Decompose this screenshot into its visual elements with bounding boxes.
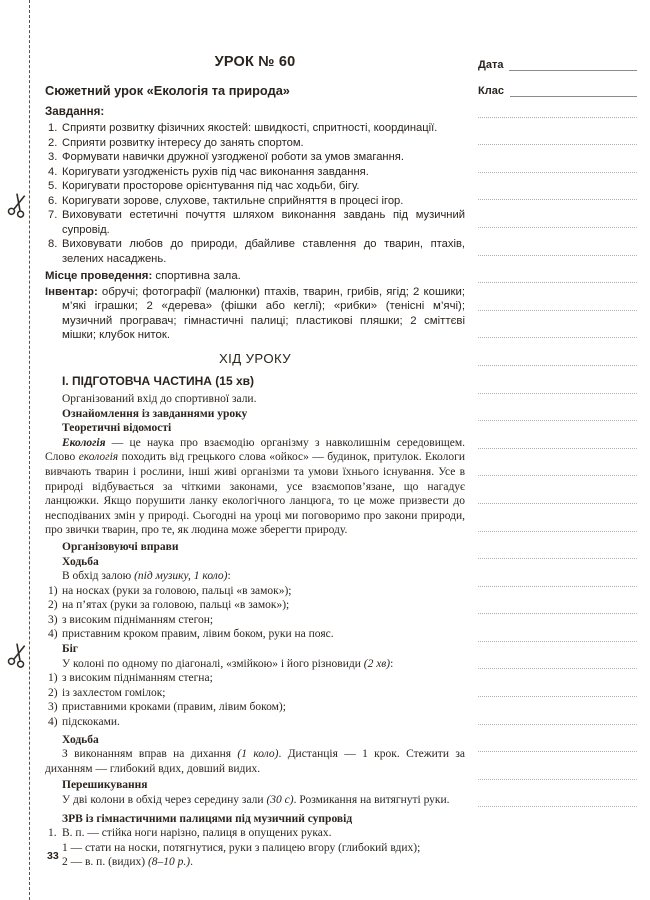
task-number: 3.	[48, 151, 58, 163]
task-item	[48, 150, 465, 165]
task-text: Коригувати зорове, слухове, тактильне сприйняття в процесі ігор.	[62, 194, 404, 207]
exercise-item: 4) приставним кроком правим, лівим боком, руки на пояс.	[48, 628, 334, 641]
notes-ruled-line	[478, 173, 637, 201]
notes-ruled-line	[478, 421, 637, 449]
task-number: 5.	[48, 180, 58, 192]
subheading-organizing-exercises: Організовуючі вправи	[62, 540, 179, 553]
task-number: 7.	[48, 209, 58, 221]
paragraph-theory: Теоретичні відомості	[62, 422, 172, 435]
task-item	[48, 121, 465, 136]
class-label: Клас	[478, 85, 504, 97]
task-item	[48, 179, 465, 194]
notes-ruled-line	[478, 697, 637, 725]
task-item	[48, 165, 465, 180]
notes-ruled-line	[478, 725, 637, 753]
subheading-walking-1: Ходьба	[62, 555, 99, 568]
notes-ruled-line	[478, 780, 637, 808]
exercise-item: 4) підскоками.	[48, 716, 120, 729]
task-number: 8.	[48, 238, 58, 250]
notes-ruled-line	[478, 394, 637, 422]
task-number: 2.	[48, 136, 58, 149]
subheading-running: Біг	[62, 643, 79, 656]
exercise-item: 3) з високим підніманням стегон;	[48, 613, 214, 626]
lesson-subtitle: Сюжетний урок «Екологія та природа»	[45, 83, 290, 98]
task-text: Виховувати любов до природи, дбайливе ставлення до тварин, птахів, зелених насаджень.	[62, 238, 465, 265]
notes-ruled-area	[478, 90, 637, 807]
notes-ruled-line	[478, 256, 637, 284]
zrv-sub-item: 2 — в. п. (видих) (8–10 р.).	[62, 856, 194, 869]
task-number: 4.	[48, 165, 58, 178]
task-text: Коригувати просторове орієнтування під час ходьби, бігу.	[62, 180, 360, 192]
task-text: Сприяти розвитку фізичних якостей: швидкості, спритності, координації.	[62, 122, 438, 134]
ecology-lead-word: Екологія	[62, 436, 106, 449]
venue-line	[45, 269, 465, 284]
notes-ruled-line	[478, 449, 637, 477]
notes-ruled-line	[478, 642, 637, 670]
task-item	[48, 194, 465, 209]
exercise-item: 2) із захлестом гомілок;	[48, 686, 166, 699]
task-text: Сприяти розвитку інтересу до занять спортом.	[62, 136, 304, 149]
equipment-line	[45, 285, 465, 343]
reforming-text: У дві колони в обхід через середину зали (30 с). Розмикання на витягнуті руки.	[62, 794, 450, 806]
task-item	[48, 237, 465, 266]
notes-ruled-line	[478, 228, 637, 256]
notes-ruled-line	[478, 476, 637, 504]
task-item	[48, 208, 465, 237]
lesson-title: УРОК № 60	[214, 54, 296, 70]
notes-ruled-line	[478, 145, 637, 173]
ecology-paragraph: Екологія — це наука про взаємодію організму з навколишнім середовищем. Слово екологія походить від грецького слова «ойкос» — будинок, притулок. Екологи вивчають тварин і рослини, інші живі організми та умови їхнього існування. Усе в природі відбувається за чіткими законами, усе взаємопов’язане, що нагадує ланцюжки. Якщо порушити ланку екологічного ланцюга, то це може призвести до несподіваних змін у природі. Сьогодні на уроці ми поговоримо про закони природи, про звички тварин, про те, як людина може зберегти природу.	[45, 436, 466, 537]
notes-ruled-line	[478, 669, 637, 697]
notes-ruled-line	[478, 283, 637, 311]
task-number: 1.	[48, 122, 58, 134]
notes-ruled-line	[478, 338, 637, 366]
walking-intro: В обхід залою (під музику, 1 коло):	[62, 570, 231, 583]
notes-ruled-line	[478, 587, 637, 615]
notes-ruled-line	[478, 311, 637, 339]
paragraph-org-entry: Організований вхід до спортивної зали.	[62, 392, 257, 405]
subheading-walking-2: Ходьба	[62, 733, 99, 746]
exercise-item: 2) на п’ятах (руки за головою, пальці «в замок»);	[48, 599, 290, 612]
zrv-heading: ЗРВ із гімнастичними палицями під музичний супровід	[62, 812, 353, 825]
course-heading: ХІД УРОКУ	[218, 350, 291, 366]
notes-ruled-line	[478, 752, 637, 780]
task-text: Коригувати узгодженість рухів під час виконання завдання.	[62, 165, 369, 178]
part1-heading: І. ПІДГОТОВЧА ЧАСТИНА (15 хв)	[62, 373, 255, 388]
walking2-text: З виконанням вправ на дихання (1 коло). Дистанція — 1 крок. Стежити за диханням — глибокий вдих, довший видих.	[45, 748, 465, 775]
running-intro: У колоні по одному по діагоналі, «змійкою» і його різновиди (2 хв):	[62, 657, 394, 670]
notes-ruled-line	[478, 118, 637, 146]
exercise-item: 1) з високим підніманням стегна;	[48, 672, 213, 685]
paragraph-acquaint: Ознайомлення із завданнями уроку	[62, 407, 248, 420]
exercise-item: 1) на носках (руки за головою, пальці «в замок»);	[48, 584, 292, 597]
notes-ruled-line	[478, 200, 637, 228]
task-item	[48, 136, 465, 151]
zrv-sub-item: 1 — стати на носки, потягнутися, руки з палицею вгору (глибокий вдих);	[62, 841, 421, 854]
venue-text: спортивна зала.	[155, 270, 241, 282]
zrv-item: 1. В. п. — стійка ноги нарізно, палиця в опущених руках.	[48, 827, 332, 840]
date-field	[478, 52, 637, 71]
cut-dashed-line	[29, 0, 30, 900]
notes-ruled-line	[478, 504, 637, 532]
equipment-label: Інвентар:	[45, 285, 98, 298]
subheading-reforming: Перешикування	[62, 779, 148, 792]
notes-ruled-line	[478, 559, 637, 587]
task-text: Виховувати естетичні почуття шляхом виконання завдань під музичний супровід.	[62, 209, 465, 236]
page-number: 33	[47, 850, 59, 862]
notes-ruled-line	[478, 366, 637, 394]
date-label: Дата	[478, 59, 504, 71]
lesson-content	[45, 0, 465, 870]
exercise-item: 3) приставними кроками (правим, лівим боком);	[48, 701, 286, 714]
equipment-text: обручі; фотографії (малюнки) птахів, тварин, грибів, ягід; 2 кошики; м’які іграшки; 2 «дерева» (фішки або кеглі); «рибки» (тенісні м’ячі); музичний програвач; гімнастичні палиці; пластикові пляшки; 2 сміттєві мішки; клубок ниток.	[62, 285, 465, 342]
notes-ruled-line	[478, 614, 637, 642]
notes-ruled-line	[478, 90, 637, 118]
ecology-term-italic: екологія	[78, 451, 119, 464]
tasks-heading: Завдання:	[45, 105, 105, 118]
tasks-list	[48, 121, 465, 266]
date-blank-line	[509, 70, 637, 71]
task-text: Формувати навички дружної узгодженої роботи за умов змагання.	[62, 151, 404, 163]
venue-label: Місце проведення:	[45, 270, 153, 282]
notes-ruled-line	[478, 532, 637, 560]
task-number: 6.	[48, 194, 58, 207]
